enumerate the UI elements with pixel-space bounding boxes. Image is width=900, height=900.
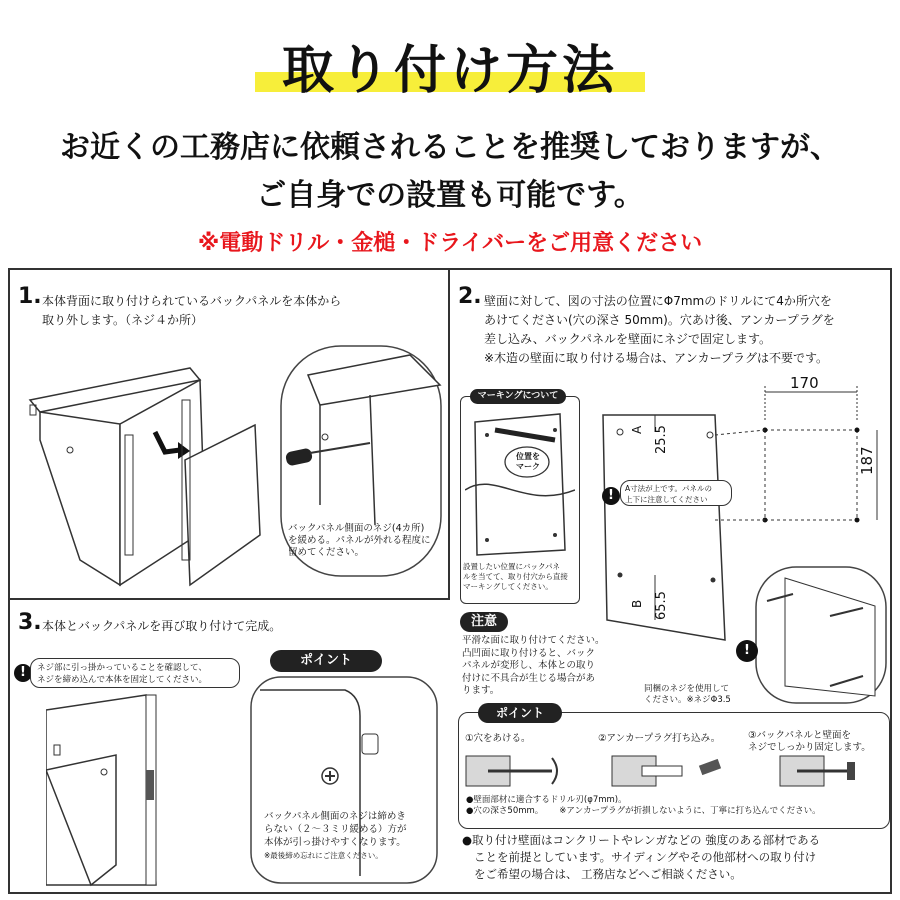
step3-text: 本体とバックパネルを再び取り付けて完成。 [42,619,282,633]
step3-alert-icon: ! [14,664,32,682]
step3-note [264,810,439,862]
screw-note-line2: ください。※ネジΦ3.5 [644,695,731,705]
screw-note-line1: 同梱のネジを使用して [644,684,730,694]
marking-tag-line1: 位置を [516,452,540,461]
step1-text-line1: 本体背面に取り付けられているバックパネルを本体から [42,294,342,308]
wall-notice-line2: ことを前提としています。サイディングやその他部材への取り付け [474,850,817,864]
step2-text-line4: ※木造の壁面に取り付ける場合は、アンカープラグは不要です。 [484,351,829,365]
point-step2: ②アンカープラグ打ち込み。 [598,733,721,744]
step1-note [288,523,448,559]
wall-notice [462,832,890,883]
wall-notice-line1: ●取り付け壁面はコンクリートやレンガなどの 強度のある部材である [462,833,821,847]
step2-text [484,292,888,368]
marking-note-line2: ルを当てて、取り付穴から直接 [463,572,568,581]
alert-icon: ! [602,487,620,505]
step3-note-line4: ※最後締め忘れにご注意ください。 [264,851,383,860]
point-step1: ①穴をあける。 [465,733,531,744]
dim-b-label: B [630,599,644,608]
caution-line2: 凸凹面に取り付けると、バック [462,647,596,659]
point-step3-line2: ネジでしっかり固定します。 [748,742,871,753]
screw-alert-icon: ! [736,640,758,662]
step1-note-line2: を緩める。パネルが外れる程度に [288,535,431,546]
step3-bubble [30,658,240,688]
point-notes [466,795,886,817]
marking-tag [509,452,547,472]
step1-text [42,292,442,330]
caution-line3: パネルが変形し、本体との取り [462,660,596,671]
step3-note-line1: バックパネル側面のネジは締めき [264,811,406,822]
step3-block [18,610,42,635]
marking-note-line1: 設置したい位置にバックパネ [463,562,561,571]
step3-point-label: ポイント [270,650,382,672]
step1-note-line1: バックパネル側面のネジ(4カ所) [288,523,425,534]
point-note-3: ※アンカープラグが折損しないように、丁寧に打ち込んでください。 [559,806,821,816]
a-note-line1: A寸法が上です。パネルの [625,484,713,493]
step2-text-line1: 壁面に対して、図の寸法の位置にΦ7mmのドリルにて4か所穴を [484,294,832,308]
marking-note [463,562,577,592]
page-title: 取り付け方法 [281,41,618,101]
step3-unit-illustration [46,690,246,890]
tools-warning: ※電動ドリル・金槌・ドライバーをご用意ください [197,231,703,256]
a-note-line2: 上下に注意してください [625,495,708,504]
caution-line5: ります。 [462,685,500,696]
caution-line1: 平滑な面に取り付けてください。 [462,635,605,646]
subtitle-line-2: ご自身での設置も可能です。 [256,178,644,213]
step2-text-line2: あけてください(穴の深さ 50mm)。穴あけ後、アンカープラグを [484,313,835,327]
step3-bubble-line1: ネジ部に引っ掛かっていることを確認して、 [37,663,207,673]
step2-text-line3: 差し込み、バックパネルを壁面にネジで固定します。 [484,332,772,346]
point-illustration [462,748,882,796]
step3-note-line2: らない（２～３ミリ緩める）方が [264,824,407,835]
marking-tag-line2: マーク [516,462,540,471]
point-note-1: ●壁面部材に適合するドリル刃(φ7mm)。 [466,795,627,805]
point-label: ポイント [478,703,562,723]
caution-line4: 付けに不具合が生じる場合があ [462,672,596,684]
point-note-2: ●穴の深さ50mm。 [466,806,544,816]
dim-height: 187 [858,446,876,475]
divider-horizontal [8,598,450,600]
step1-unit-illustration [20,360,280,590]
dim-b-value: 65.5 [654,591,669,620]
step3-number: 3. [18,610,42,635]
screw-note [644,684,764,706]
divider-vertical [448,268,450,598]
step2-number: 2. [458,284,482,309]
caution-text [462,635,622,698]
caution-label: 注意 [460,612,508,632]
step1-note-line3: 留めてください。 [288,547,365,558]
step3-bubble-line2: ネジを締め込んで本体を固定してください。 [37,675,208,685]
step3-note-line3: 本体が引っ掛けやすくなります。 [264,837,406,848]
subtitle-line-1: お近くの工務店に依頼されることを推奨しておりますが、 [60,130,840,165]
marking-illustration [465,410,575,560]
marking-title: マーキングについて [470,389,566,404]
marking-note-line3: マーキングしてください。 [463,582,553,591]
step1-number: 1. [18,284,42,309]
step1-text-line2: 取り外します。（ネジ４か所） [42,313,204,327]
dim-a-label: A [630,425,644,434]
screw-detail-circle [755,566,890,706]
dim-a-value: 25.5 [654,425,669,454]
a-dimension-note [620,480,732,506]
dim-width: 170 [790,374,819,392]
wall-notice-line3: をご希望の場合は、 工務店などへご相談ください。 [474,867,742,881]
point-step3-line1: ③バックパネルと壁面を [748,730,851,741]
step1-block [18,284,42,309]
step2-block [458,284,482,309]
